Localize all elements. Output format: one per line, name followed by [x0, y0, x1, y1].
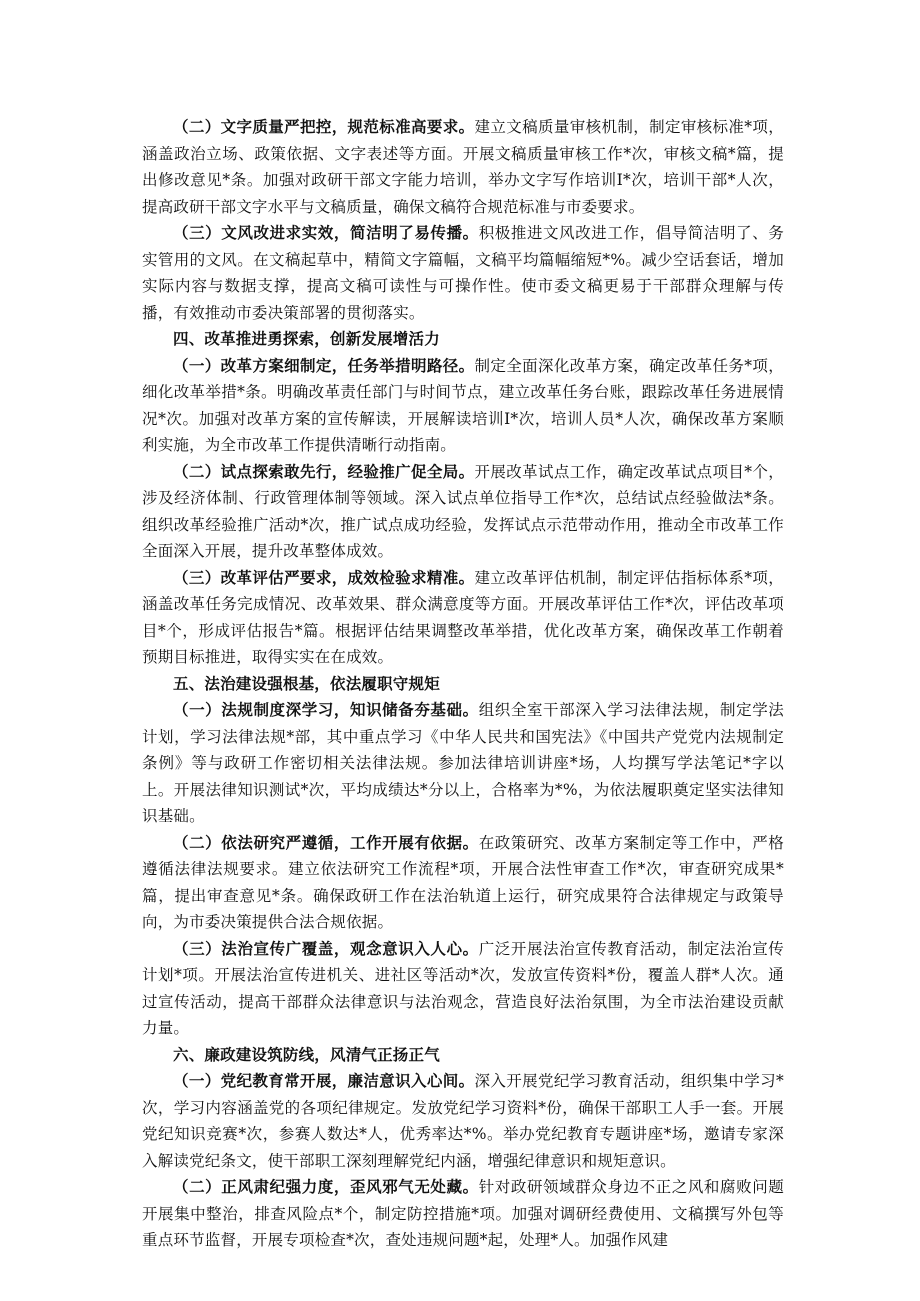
paragraph-lead: （二）试点探索敢先行，经验推广促全局。: [173, 462, 475, 481]
paragraph-conduct-rectification: [142, 1174, 784, 1254]
section-heading-reform: 四、改革推进勇探索，创新发展增活力: [173, 330, 440, 348]
paragraph-discipline-education: [142, 1068, 784, 1174]
paragraph-body: 在政策研究、改革方案制定等工作中，严格遵循法律法规要求。建立依法研究工作流程*项，开展合法性审查工作*次，审查研究成果*篇，提出审查意见*条。确保政研工作在法治轨道上运行，研究成果符合法律规定与政策导向，为市委决策提供合法合规依据。: [142, 833, 784, 931]
paragraph-body: 广泛开展法治宣传教育活动，制定法治宣传计划*项。开展法治宣传进机关、进社区等活动*次，发放宣传资料*份，覆盖人群*人次。通过宣传活动，提高干部群众法律意识与法治观念，营造良好法治氛围，为全市法治建设贡献力量。: [142, 939, 784, 1037]
paragraph-law-publicity: [142, 936, 784, 1042]
paragraph-lead: （三）法治宣传广覆盖，观念意识入人心。: [173, 939, 479, 958]
paragraph-lead: （一）法规制度深学习，知识储备夯基础。: [173, 701, 479, 719]
paragraph-body: 积极推进文风改进工作，倡导简洁明了、务实管用的文风。在文稿起草中，精简文字篇幅，文稿平均篇幅缩短*%。减少空话套话，增加实际内容与数据支撑，提高文稿可读性与可操作性。使市委文稿更易于干部群众理解与传播，有效推动市委决策部署的贯彻落实。: [142, 224, 784, 322]
paragraph-lead: （三）改革评估严要求，成效检验求精准。: [173, 568, 475, 587]
section-heading-integrity: 六、廉政建设筑防线，风清气正扬正气: [173, 1045, 440, 1064]
paragraph-lead: （一）改革方案细制定，任务举措明路径。: [173, 356, 475, 375]
paragraph-lead: （二）正风肃纪强力度，歪风邪气无处藏。: [173, 1178, 479, 1196]
document-page: [142, 114, 784, 1254]
paragraph-body: 开展改革试点工作，确定改革试点项目*个，涉及经济体制、行政管理体制等领域。深入试点单位指导工作*次，总结试点经验做法*条。组织改革经验推广活动*次，推广试点成功经验，发挥试点示范带动作用，推动全市改革工作全面深入开展，提升改革整体成效。: [142, 462, 784, 560]
paragraph-body: 深入开展党纪学习教育活动，组织集中学习*次，学习内容涵盖党的各项纪律规定。发放党纪学习资料*份，确保干部职工人手一套。开展党纪知识竞赛*次，参赛人数达*人，优秀率达*%。举办党纪教育专题讲座*场，邀请专家深入解读党纪条文，使干部职工深刻理解党纪内涵，增强纪律意识和规矩意识。: [142, 1072, 784, 1170]
paragraph-reform-plan: [142, 353, 784, 459]
paragraph-body: 针对政研领域群众身边不正之风和腐败问题开展集中整治，排查风险点*个，制定防控措施*项。加强对调研经费使用、文稿撰写外包等重点环节监督，开展专项检查*次，查处违规问题*起，处理*人。加强作风建: [142, 1178, 784, 1249]
paragraph-law-study: [142, 697, 784, 830]
paragraph-pilot-exploration: [142, 459, 784, 565]
paragraph-lead: （三）文风改进求实效，简洁明了易传播。: [173, 224, 479, 242]
paragraph-lead: （一）党纪教育常开展，廉洁意识入心间。: [173, 1072, 475, 1090]
paragraph-lead: （二）依法研究严遵循，工作开展有依据。: [173, 833, 479, 852]
paragraph-reform-evaluation: [142, 565, 784, 671]
paragraph-body: 组织全室干部深入学习法律法规，制定学法计划，学习法律法规*部，其中重点学习《中华人民共和国宪法》《中国共产党党内法规制定条例》等与政研工作密切相关法律法规。参加法律培训讲座*场，人均撰写学法笔记*字以上。开展法律知识测试*次，平均成绩达*分以上，合格率为*%，为依法履职奠定坚实法律知识基础。: [142, 701, 784, 825]
paragraph-lawful-research: [142, 830, 784, 936]
paragraph-body: 制定全面深化改革方案，确定改革任务*项，细化改革举措*条。明确改革责任部门与时间节点，建立改革任务台账，跟踪改革任务进展情况*次。加强对改革方案的宣传解读，开展解读培训I*次，培训人员*人次，确保改革方案顺利实施，为全市改革工作提供清晰行动指南。: [142, 356, 784, 454]
paragraph-lead: （二）文字质量严把控，规范标准高要求。: [173, 118, 475, 136]
section-heading-rule-of-law: 五、法治建设强根基，依法履职守规矩: [173, 674, 440, 693]
paragraph-writing-style: [142, 220, 784, 326]
paragraph-body: 建立文稿质量审核机制，制定审核标准*项，涵盖政治立场、政策依据、文字表述等方面。开展文稿质量审核工作*次，审核文稿*篇，提出修改意见*条。加强对政研干部文字能力培训，举办文字写作培训I*次，培训干部*人次，提高政研干部文字水平与文稿质量，确保文稿符合规范标准与市委要求。: [142, 118, 784, 216]
paragraph-body: 建立改革评估机制，制定评估指标体系*项，涵盖改革任务完成情况、改革效果、群众满意度等方面。开展改革评估工作*次，评估改革项目*个，形成评估报告*篇。根据评估结果调整改革举措，优化改革方案，确保改革工作朝着预期目标推进，取得实实在在成效。: [142, 568, 784, 666]
paragraph-text-quality: [142, 114, 784, 220]
